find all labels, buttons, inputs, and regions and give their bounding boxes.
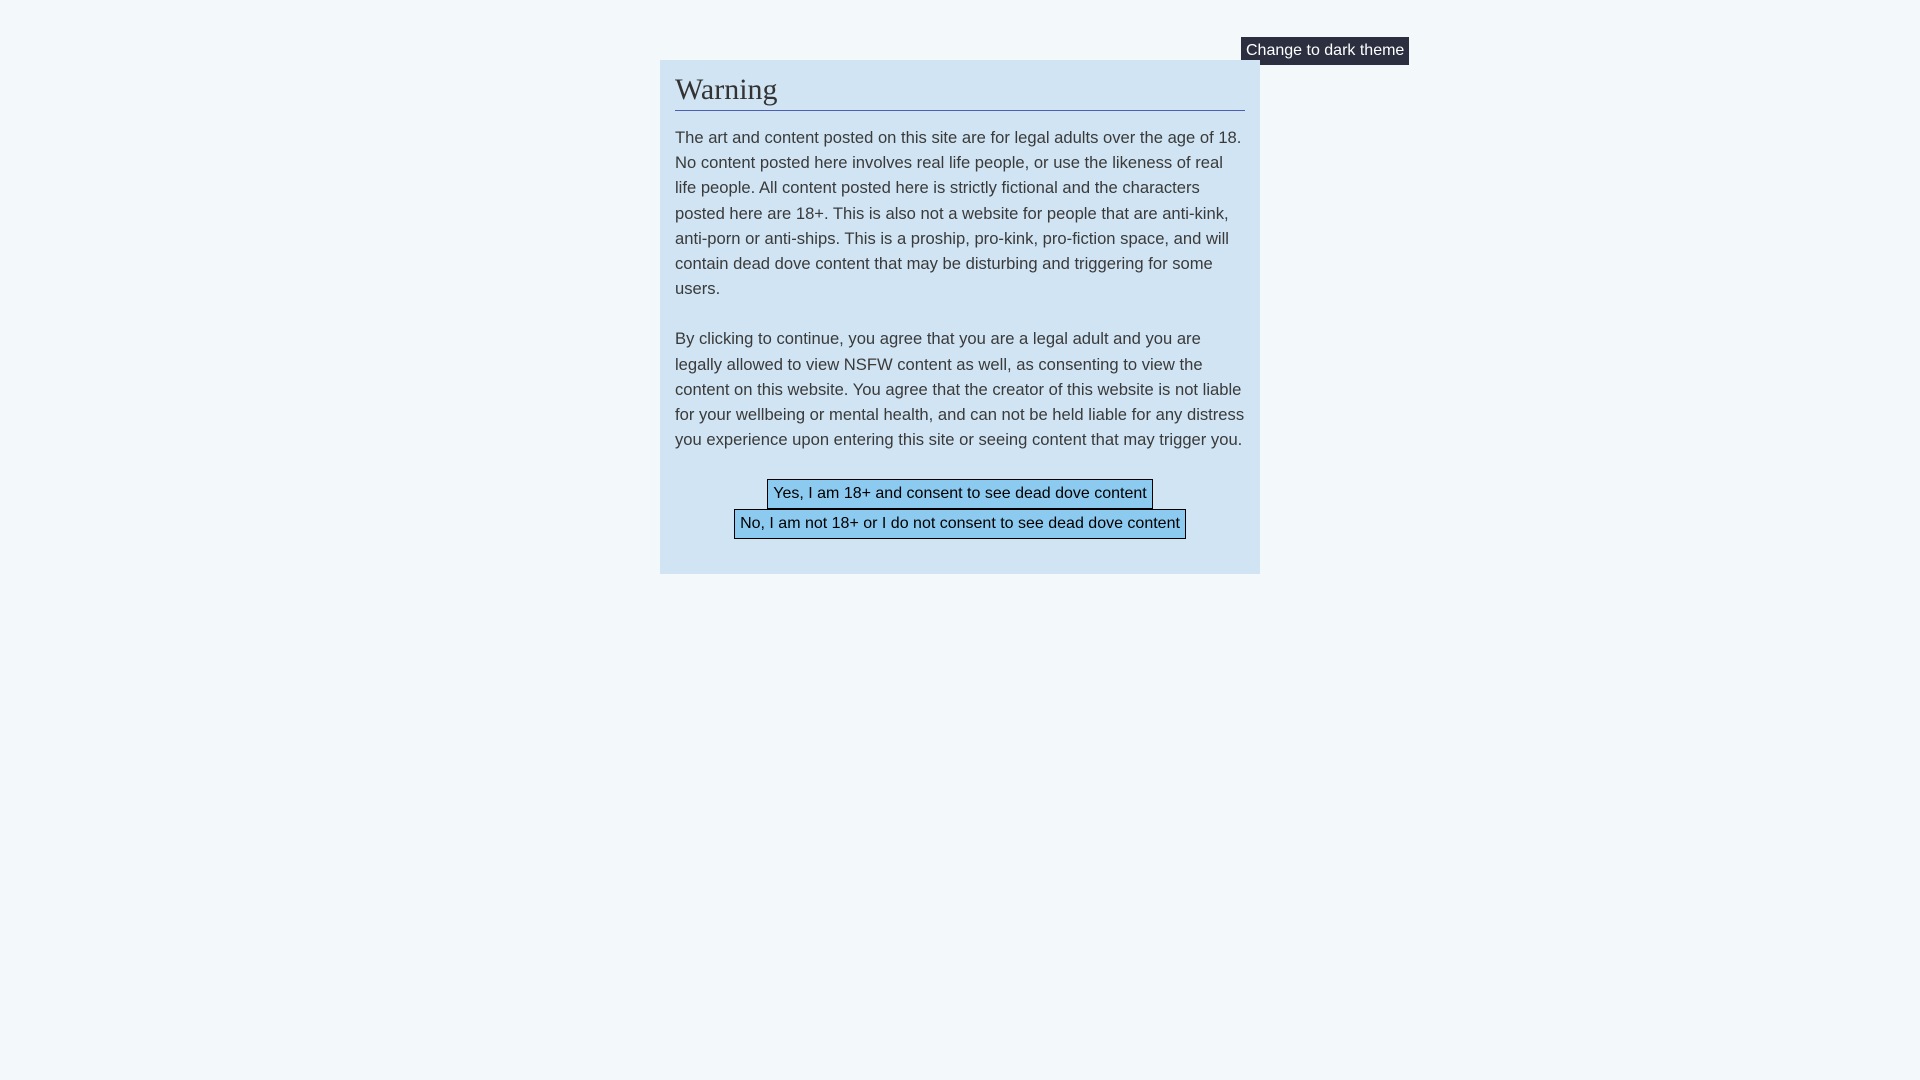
dark-theme-toggle-button[interactable]: Change to dark theme	[1241, 37, 1409, 65]
warning-title: Warning	[675, 72, 1245, 111]
consent-button-group	[675, 479, 1245, 539]
warning-paragraph-consent-terms: By clicking to continue, you agree that you are a legal adult and you are legally allowed to view NSFW content as well, as consenting to view the content on this website. You agree that the creator of this website is not liable for your wellbeing or mental health, and can not be held liable for any distress you experience upon entering this site or seeing content that may trigger you.	[675, 329, 1245, 450]
accept-consent-button[interactable]: Yes, I am 18+ and consent to see dead dove content	[767, 479, 1152, 509]
warning-panel	[660, 60, 1260, 574]
warning-paragraph-content-notice: The art and content posted on this site are for legal adults over the age of 18. No content posted here involves real life people, or use the likeness of real life people. All content posted here is strictly fictional and the characters posted here are 18+. This is also not a website for people that are anti-kink, anti-porn or anti-ships. This is a proship, pro-kink, pro-fiction space, and will contain dead dove content that may be disturbing and triggering for some users.	[675, 128, 1242, 299]
decline-consent-button[interactable]: No, I am not 18+ or I do not consent to see dead dove content	[734, 509, 1186, 539]
